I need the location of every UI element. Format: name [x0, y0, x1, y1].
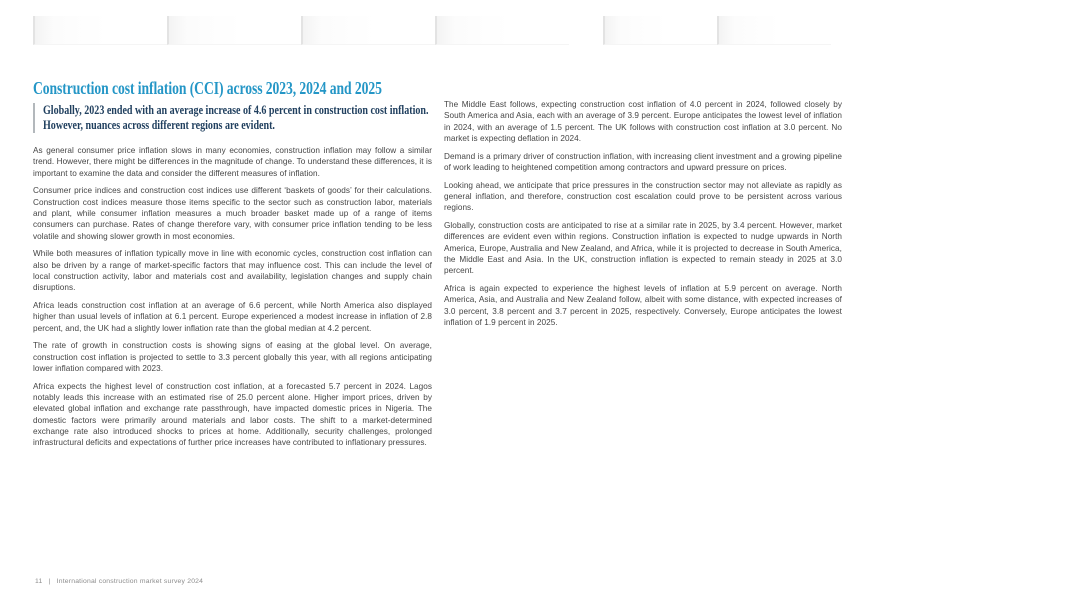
- footer-separator: |: [48, 578, 51, 585]
- footer-report-title: International construction market survey 2024: [56, 578, 204, 585]
- body-paragraph: Africa leads construction cost inflation at an average of 6.6 percent, while North America also displayed higher than usual levels of inflation at 6.1 percent. Europe experienced a modest increase in inflation of 2.8 percent, and, the UK had a slightly lower inflation rate than the global median at 4.2 percent.: [33, 301, 432, 333]
- footer-page-number: 11: [35, 578, 43, 585]
- body-paragraph: Africa is again expected to experience the highest levels of inflation at 5.9 percent on average. North America, Asia, and Australia and New Zealand follow, albeit with some distance, with expected increases of 3.0 percent, 3.8 percent and 3.7 percent in 2025, respectively. Conversely, Europe anticipates the lowest inflation of 1.9 percent in 2025.: [444, 284, 842, 328]
- header-tab[interactable]: [717, 16, 831, 45]
- header-tab[interactable]: [33, 16, 167, 45]
- body-paragraph: Demand is a primary driver of construction inflation, with increasing client investment and a growing pipeline of work leading to heightened competition among contractors and upward pressure on prices.: [444, 151, 842, 172]
- body-paragraph: As general consumer price inflation slows in many economies, construction inflation may follow a similar trend. However, there might be differences in the magnitude of change. To understand these differences, it is important to examine the data and consider the different measures of inflation.: [33, 146, 432, 178]
- body-paragraph: The rate of growth in construction costs is showing signs of easing at the global level. On average, construction cost inflation is projected to settle to 3.3 percent globally this year, with all regions anticipating lower inflation compared with 2023.: [33, 341, 432, 374]
- left-column: [33, 78, 432, 455]
- left-column-body: [33, 145, 432, 449]
- lead-text: Globally, 2023 ended with an average increase of 4.6 percent in construction cost inflation. However, nuances across different regions are evident.: [43, 103, 429, 132]
- body-paragraph: While both measures of inflation typically move in line with economic cycles, construction cost inflation can also be driven by a range of market-specific factors that may influence cost. This can include the level of local construction activity, labor and materials cost and availability, legislation changes and supply chain disruptions.: [33, 249, 432, 293]
- page-footer: [35, 578, 207, 585]
- body-paragraph: Globally, construction costs are anticipated to rise at a similar rate in 2025, by 3.4 percent. However, market differences are evident even within regions. Construction inflation is expected to nudge upwards in North America, Europe, Australia and New Zealand, and Africa, while it is projected to decrease in South America, the Middle East and Asia. In the UK, construction inflation is expected to remain steady in 2025 at 3.0 percent.: [444, 221, 842, 276]
- header-tab[interactable]: [435, 16, 569, 45]
- body-paragraph: The Middle East follows, expecting construction cost inflation of 4.0 percent in 2024, followed closely by South America and Asia, each with an average of 3.9 percent. Europe anticipates the lowest level of inflation in 2024, with an average of 1.5 percent. The UK follows with construction cost inflation at 3.0 percent. No market is expecting deflation in 2024.: [444, 100, 842, 143]
- lead-paragraph: [33, 103, 432, 133]
- header-tab[interactable]: [603, 16, 717, 45]
- page-title: Construction cost inflation (CCI) across 2023, 2024 and 2025: [33, 78, 382, 98]
- header-tab[interactable]: [301, 16, 435, 45]
- header-tab[interactable]: [167, 16, 301, 45]
- body-paragraph: Consumer price indices and construction cost indices use different ‘baskets of goods’ for their calculations. Construction cost indices measure those items specific to the sector such as construction labor, materials and plant, while consumer inflation measures a much broader basket made up of a range of items consumers can purchase. Rates of change therefore vary, with consumer price inflation tending to be less volatile and showing slower growth in most economies.: [33, 186, 432, 241]
- right-column: [444, 99, 842, 335]
- body-paragraph: Africa expects the highest level of construction cost inflation, at a forecasted 5.7 percent in 2024. Lagos notably leads this increase with an estimated rise of 25.0 percent alone. Higher import prices, driven by elevated global inflation and exchange rate passthrough, have impacted domestic prices in Nigeria. The domestic factors were primarily around materials and labor costs. The shift to a market-determined exchange rate also introduced shocks to prices at home. Additionally, security challenges, prolonged infrastructural deficits and expectations of further price increases have contributed to inflationary pressures.: [33, 381, 432, 448]
- body-paragraph: Looking ahead, we anticipate that price pressures in the construction sector may not alleviate as rapidly as general inflation, and therefore, construction cost escalation could prove to be persistent across various regions.: [444, 180, 842, 213]
